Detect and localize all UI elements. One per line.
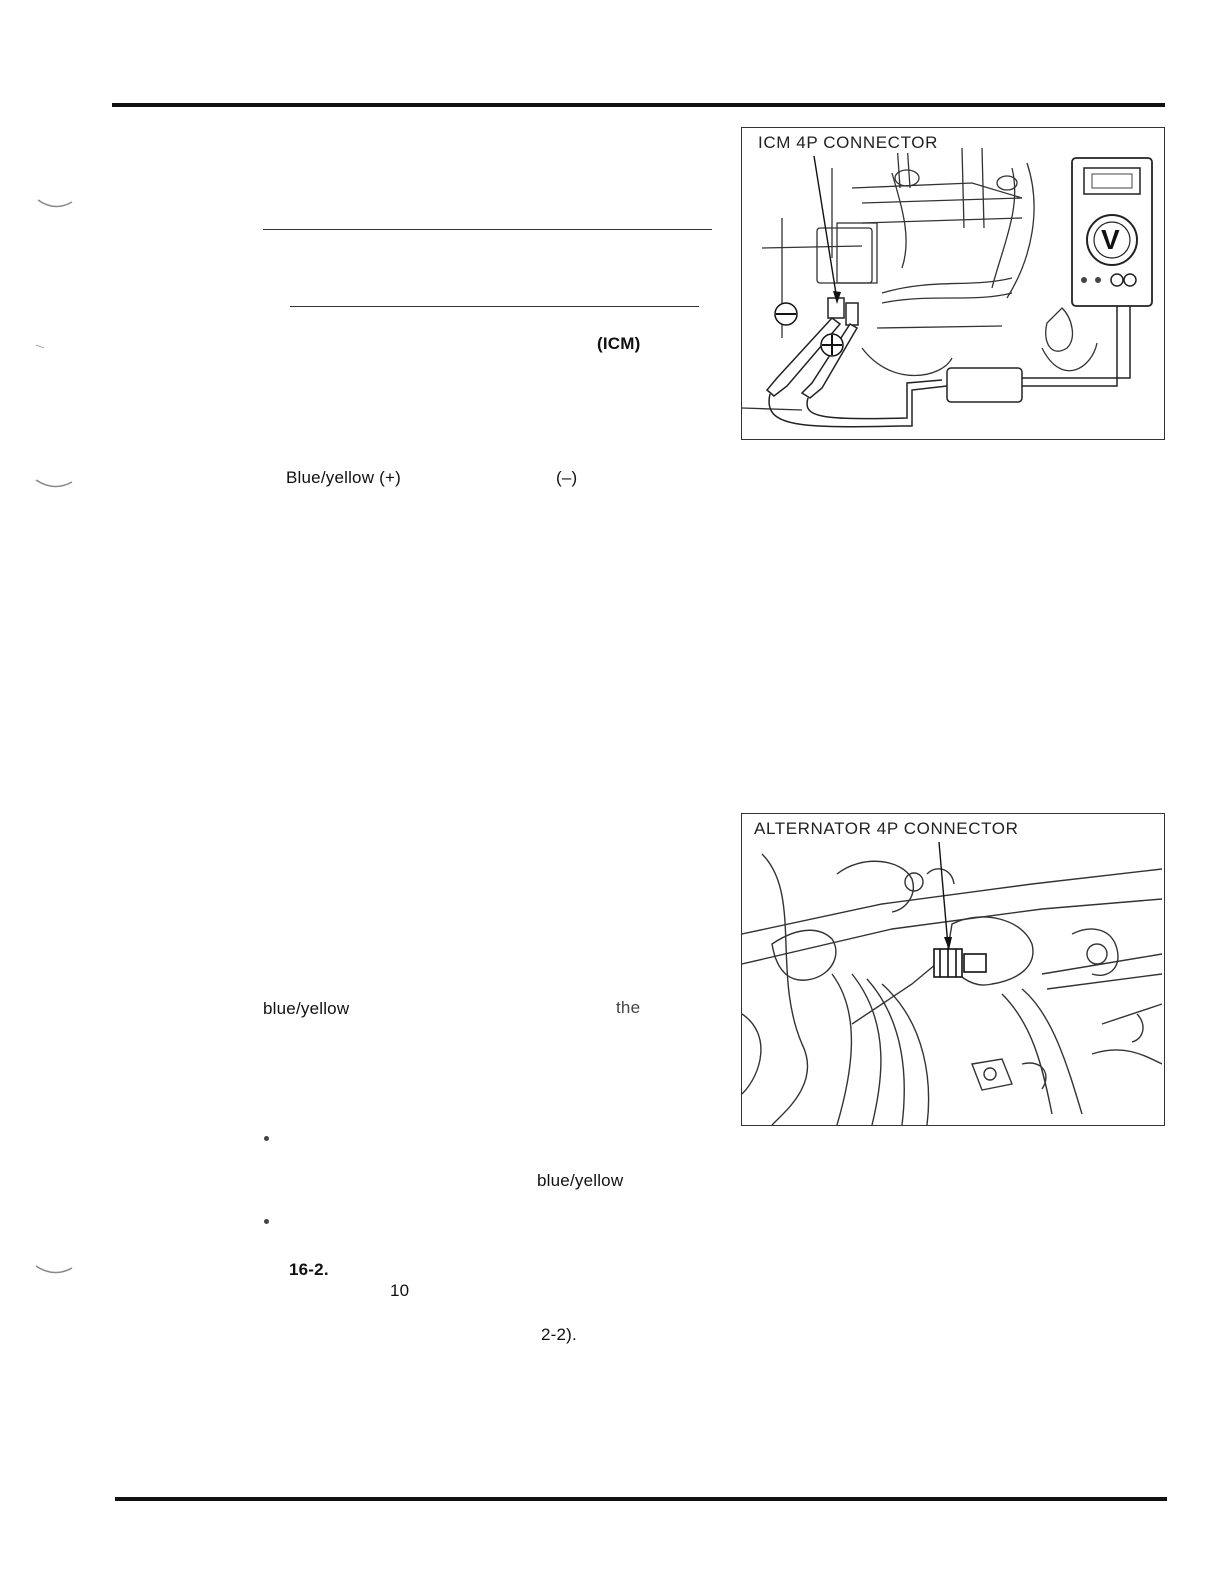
- alternator-connector-illustration: [742, 814, 1164, 1125]
- page-reference: 2-2).: [541, 1325, 577, 1344]
- binding-mark: [0, 0, 80, 1588]
- page-reference: 16-2.: [289, 1260, 329, 1279]
- icm-connector-illustration: [742, 128, 1164, 439]
- alternator-connector-figure: [741, 813, 1165, 1126]
- list-bullet: [264, 1219, 269, 1224]
- voltmeter-symbol: V: [1101, 224, 1120, 255]
- icm-connector-figure: [741, 127, 1165, 440]
- blue-yellow-text: blue/yellow: [537, 1171, 624, 1190]
- number-text: 10: [390, 1281, 410, 1300]
- the-text: the: [616, 998, 641, 1017]
- blue-yellow-positive-text: Blue/yellow (+): [286, 468, 401, 487]
- list-bullet: [264, 1136, 269, 1141]
- header-rule: [112, 103, 1165, 107]
- blue-yellow-text: blue/yellow: [263, 999, 350, 1018]
- negative-sign-text: (–): [556, 468, 578, 487]
- section-rule: [290, 306, 699, 307]
- footer-rule: [115, 1497, 1167, 1501]
- figure-label: ALTERNATOR 4P CONNECTOR: [754, 819, 1019, 838]
- icm-label-text: (ICM): [597, 334, 641, 353]
- section-rule: [263, 229, 712, 230]
- figure-label: ICM 4P CONNECTOR: [758, 133, 938, 152]
